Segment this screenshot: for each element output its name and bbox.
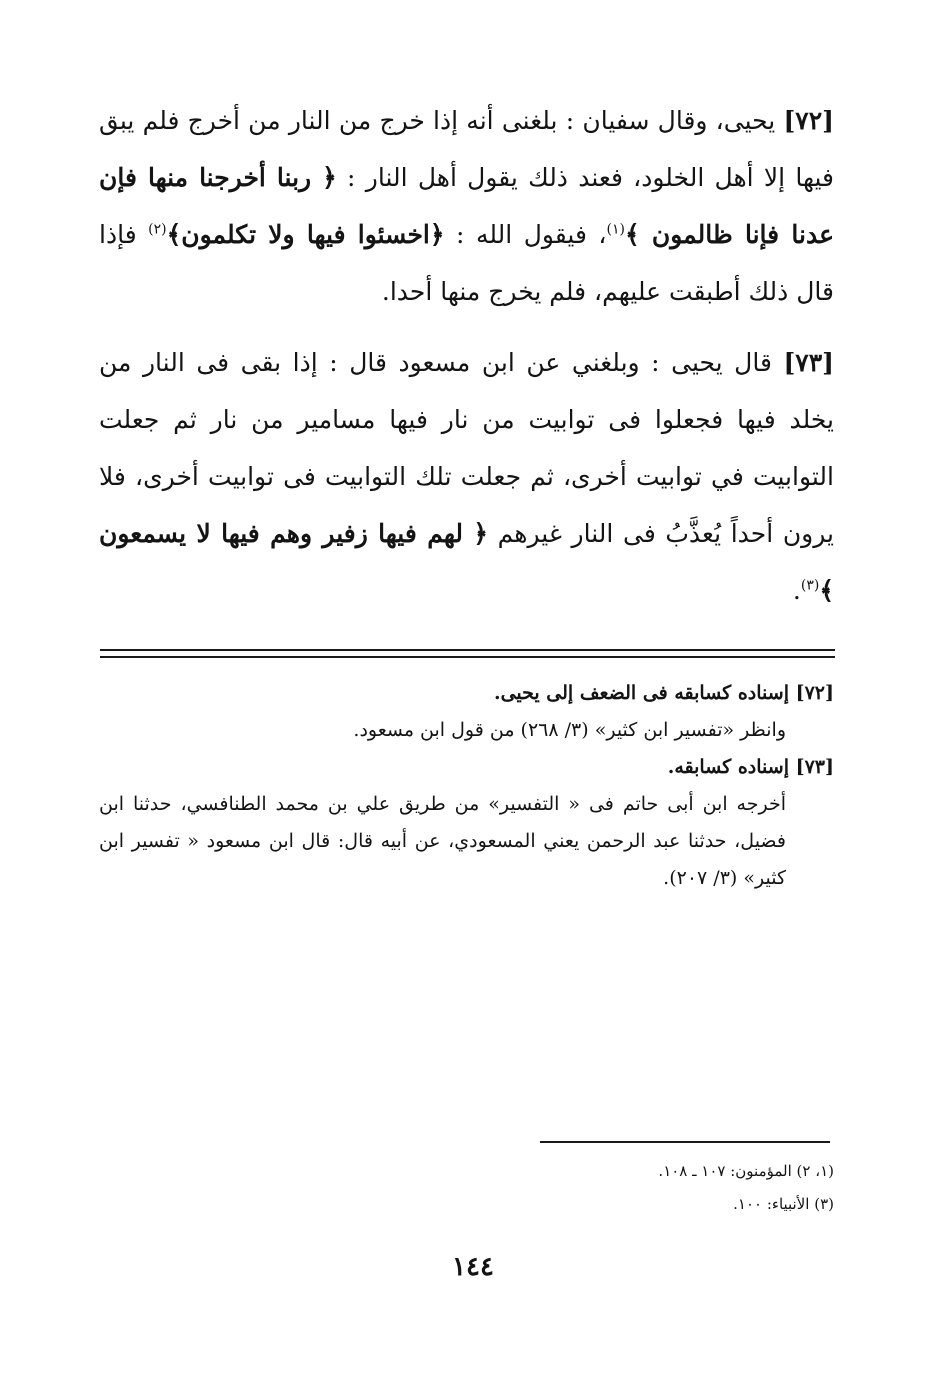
quran-verse: ﴿اخسئوا فيها ولا تكلمون﴾ — [166, 220, 445, 249]
note-73-body: أخرجه ابن أبى حاتم فى « التفسير» من طريق علي بن محمد الطنافسي، حدثنا ابن فضيل، حدثنا عبد الرحمن يعني المسعودي، عن أبيه قال: قال ابن مسعود « تفسير ابن كثير» (٣/ ٢٠٧). — [99, 793, 786, 889]
paragraph-text: ، فيقول الله : — [444, 220, 607, 249]
footnote-1-2: (١، ٢) المؤمنون: ١٠٧ ـ ١٠٨. — [658, 1162, 834, 1180]
narration-number: [٧٢] — [783, 106, 834, 135]
footnote-divider — [540, 1141, 830, 1143]
paragraph-text: فإذا قال ذلك أطبقت عليهم، فلم يخرج منها أحدا. — [99, 220, 834, 306]
paragraph-73 — [99, 334, 834, 619]
paragraph-72 — [99, 92, 834, 320]
paragraph-text: يحيى، وقال سفيان : بلغنى أنه إذا خرج من النار من أخرج فلم يبق فيها إلا أهل الخلود، فعند ذلك يقول أهل النار : — [99, 106, 834, 192]
quran-verse: ﴿ ربنا أخرجنا منها فإن عدنا فإنا ظالمون ﴾ — [99, 163, 834, 249]
footnote-3: (٣) الأنبياء: ١٠٠. — [733, 1195, 834, 1213]
commentary-notes — [99, 675, 834, 897]
paragraph-text: قال يحيى : وبلغني عن ابن مسعود قال : إذا بقى فى النار من يخلد فيها فجعلوا فى توابيت من نار فيها مسامير من نار ثم جعلت التوابيت في توابيت أخرى، ثم جعلت تلك التوابيت فى توابيت أخرى، فلا يرون أحداً يُعذَّبُ فى النار غيرهم — [99, 348, 835, 548]
paragraph-text: . — [792, 576, 801, 605]
footnotes — [99, 1155, 834, 1221]
quran-verse: ﴿ لهم فيها زفير وهم فيها لا يسمعون ﴾ — [99, 519, 834, 605]
main-text — [99, 92, 834, 619]
narration-number: [٧٣] — [783, 348, 834, 377]
note-73-heading: [٧٣] إسناده كسابقه. — [667, 756, 834, 778]
footnote-ref: (١) — [606, 221, 625, 238]
footnote-ref: (٣) — [800, 577, 820, 594]
note-72-heading: [٧٢] إسناده كسابقه فى الضعف إلى يحيى. — [493, 682, 834, 704]
footnote-ref: (٢) — [148, 221, 167, 238]
double-divider — [100, 649, 835, 658]
note-72-body: وانظر «تفسير ابن كثير» (٣/ ٢٦٨) من قول ابن مسعود. — [353, 719, 786, 741]
page-number: ١٤٤ — [452, 1252, 494, 1282]
